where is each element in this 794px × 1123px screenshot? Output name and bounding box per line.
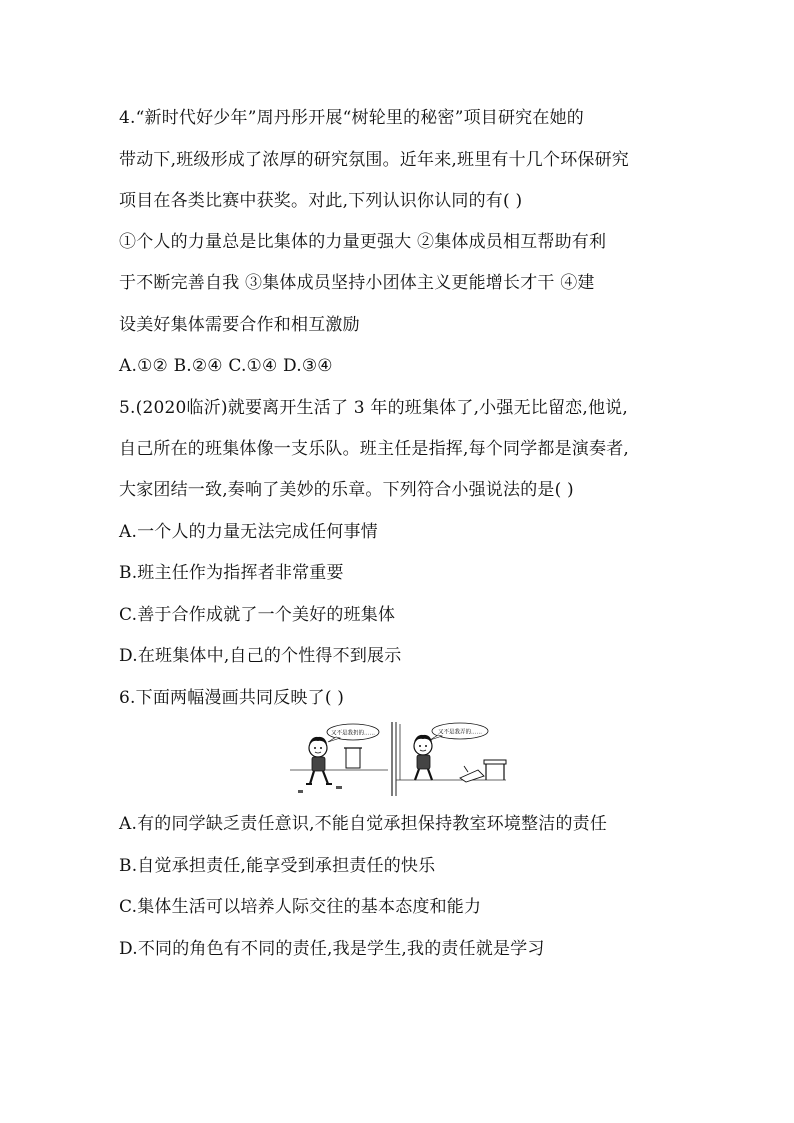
comic-illustration <box>288 720 508 796</box>
q5-stem-line-3: 大家团结一致,奏响了美妙的乐章。下列符合小强说法的是( ) <box>119 480 574 500</box>
q4-options: A.①② B.②④ C.①④ D.③④ <box>119 356 333 376</box>
q4-statement-line-1: ①个人的力量总是比集体的力量更强大 ②集体成员相互帮助有利 <box>119 232 607 252</box>
q6-option-d: D.不同的角色有不同的责任,我是学生,我的责任就是学习 <box>119 939 545 959</box>
q5-option-d: D.在班集体中,自己的个性得不到展示 <box>119 646 402 666</box>
q6-option-c: C.集体生活可以培养人际交往的基本态度和能力 <box>119 897 482 917</box>
q5-stem-line-2: 自己所在的班集体像一支乐队。班主任是指挥,每个同学都是演奏者, <box>119 439 630 459</box>
q6-option-b: B.自觉承担责任,能享受到承担责任的快乐 <box>119 856 436 876</box>
desk-icon <box>484 760 506 764</box>
q6-stem: 6.下面两幅漫画共同反映了( ) <box>119 688 345 708</box>
q4-stem-line-1: 4.“新时代好少年”周丹彤开展“树轮里的秘密”项目研究在她的 <box>119 108 584 128</box>
q4-statement-line-2: 于不断完善自我 ③集体成员坚持小团体主义更能增长才干 ④建 <box>119 273 595 293</box>
bubble-right-text: 又不是我弄的…… <box>437 729 483 736</box>
bubble-left-text: 又不是我扔的…… <box>330 730 376 737</box>
q4-stem-line-3: 项目在各类比赛中获奖。对此,下列认识你认同的有( ) <box>119 191 523 211</box>
q4-statement-line-3: 设美好集体需要合作和相互激励 <box>119 315 360 335</box>
q5-option-a: A.一个人的力量无法完成任何事情 <box>119 522 378 542</box>
q5-stem-line-1: 5.(2020临沂)就要离开生活了 3 年的班集体了,小强无比留恋,他说, <box>119 398 628 418</box>
comic-right-panel <box>396 723 506 782</box>
trash-bin-icon <box>346 748 360 768</box>
comic-left-panel <box>290 724 388 793</box>
q4-stem-line-2: 带动下,班级形成了浓厚的研究氛围。近年来,班里有十几个环保研究 <box>119 150 630 170</box>
q5-option-c: C.善于合作成就了一个美好的班集体 <box>119 605 396 625</box>
q5-option-b: B.班主任作为指挥者非常重要 <box>119 563 344 583</box>
q6-option-a: A.有的同学缺乏责任意识,不能自觉承担保持教室环境整洁的责任 <box>119 814 608 834</box>
